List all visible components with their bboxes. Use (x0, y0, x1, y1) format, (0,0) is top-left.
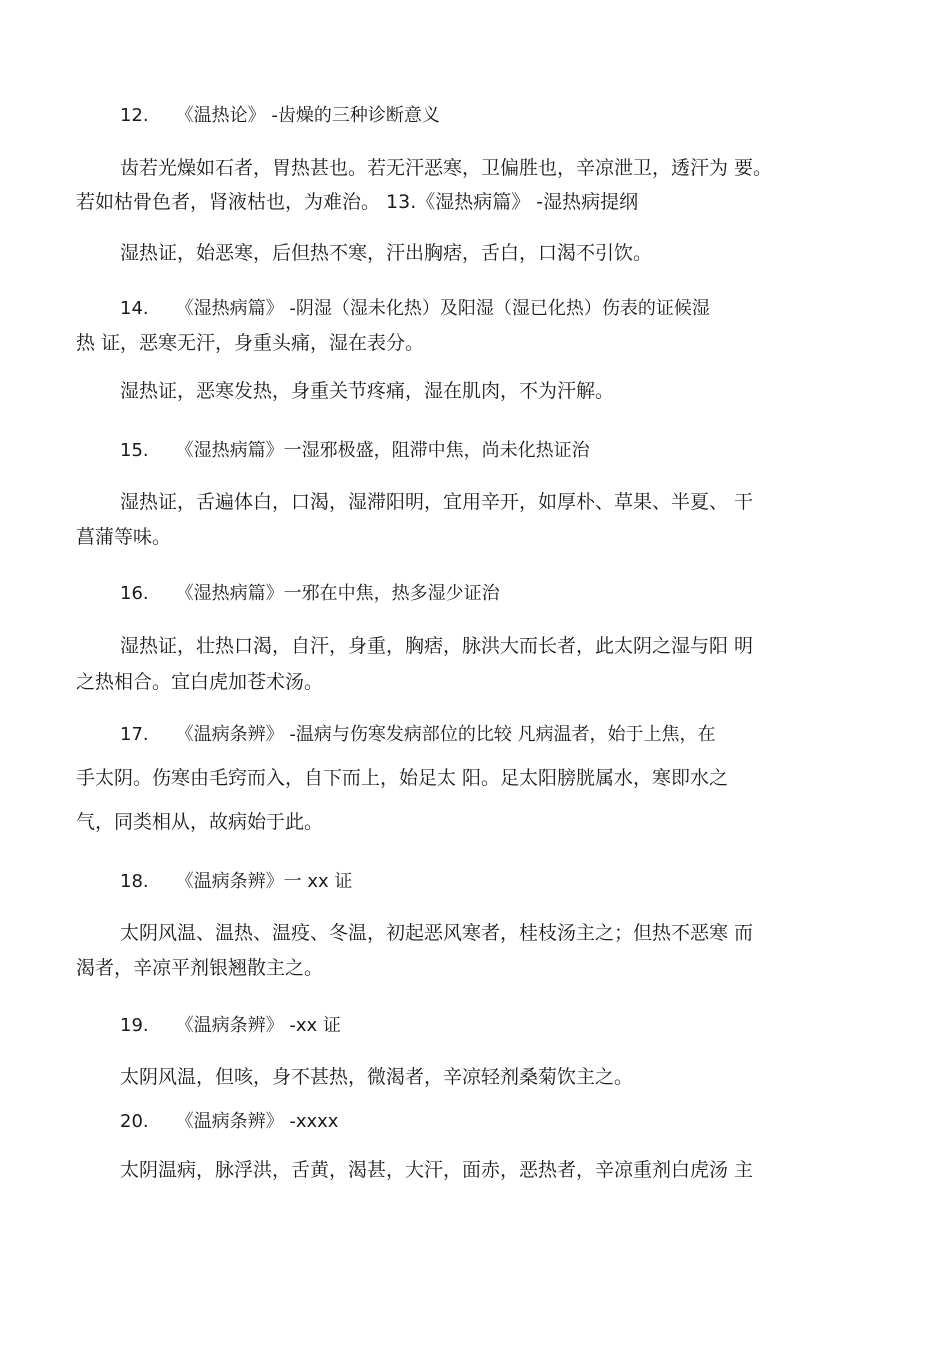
section-13-text-line: 湿热证，始恶寒，后但热不寒，汗出胸痞，舌白，口渴不引饮。 (120, 242, 653, 264)
section-12-text-line: 若如枯骨色者，肾液枯也，为难治。 13.《湿热病篇》 -湿热病提纲 (76, 191, 639, 213)
section-16-text-line: 之热相合。宜白虎加苍术汤。 (76, 671, 324, 693)
section-12-text-line: 齿若光燥如石者，胃热甚也。若无汗恶寒，卫偏胜也，辛凉泄卫，透汗为 要。 (120, 157, 773, 179)
section-14-text-line: 湿热证，恶寒发热，身重关节疼痛，湿在肌肉，不为汗解。 (120, 380, 615, 402)
section-14-text-line: 热 证，恶寒无汗，身重头痛，湿在表分。 (76, 332, 425, 354)
section-20-text-line: 太阴温病，脉浮洪，舌黄，渴甚，大汗，面赤，恶热者，辛凉重剂白虎汤 主 (120, 1159, 754, 1181)
section-18-text-line: 渴者，辛凉平剂银翘散主之。 (76, 957, 324, 979)
section-19-heading: 19. 《温病条辨》 -xx 证 (120, 1015, 341, 1036)
section-15-text-line: 湿热证，舌遍体白，口渴，湿滞阳明，宜用辛开，如厚朴、草果、半夏、 干 (120, 491, 754, 513)
section-17-text-line: 手太阴。伤寒由毛窍而入，自下而上，始足太 阳。足太阳膀胱属水，寒即水之 (76, 767, 729, 789)
section-20-heading: 20. 《温病条辨》 -xxxx (120, 1111, 339, 1132)
section-19-text-line: 太阴风温，但咳，身不甚热，微渴者，辛凉轻剂桑菊饮主之。 (120, 1066, 634, 1088)
section-16-text-line: 湿热证，壮热口渴，自汗，身重，胸痞，脉洪大而长者，此太阴之湿与阳 明 (120, 635, 754, 657)
section-14-heading: 14. 《湿热病篇》 -阴湿（湿未化热）及阳湿（湿已化热）伤表的证候湿 (120, 298, 710, 319)
section-12-heading: 12. 《温热论》 -齿燥的三种诊断意义 (120, 105, 440, 126)
section-16-heading: 16. 《湿热病篇》一邪在中焦，热多湿少证治 (120, 583, 500, 604)
section-17-heading: 17. 《温病条辨》 -温病与伤寒发病部位的比较 凡病温者，始于上焦，在 (120, 724, 716, 745)
section-15-heading: 15. 《湿热病篇》一湿邪极盛，阻滞中焦，尚未化热证治 (120, 440, 590, 461)
section-17-text-line: 气，同类相从，故病始于此。 (76, 811, 324, 833)
section-15-text-line: 菖蒲等味。 (76, 526, 172, 548)
section-18-heading: 18. 《温病条辨》一 xx 证 (120, 871, 353, 892)
section-18-text-line: 太阴风温、温热、温疫、冬温，初起恶风寒者，桂枝汤主之；但热不恶寒 而 (120, 922, 754, 944)
